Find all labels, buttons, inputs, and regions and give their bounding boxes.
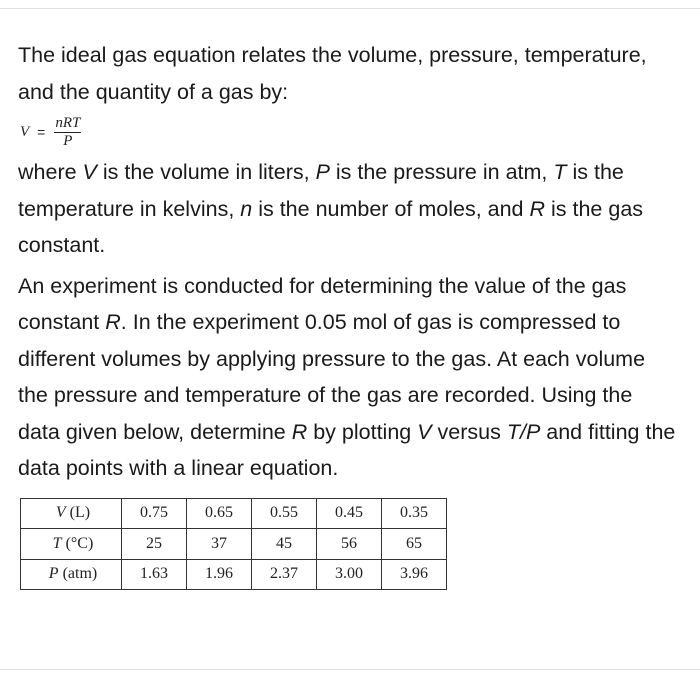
row-header <box>21 559 122 589</box>
text-run: is the gas constant. <box>18 196 644 257</box>
table-cell: 0.45 <box>317 498 382 528</box>
table-cell: 3.00 <box>317 559 382 589</box>
row-unit: (atm) <box>58 565 98 582</box>
formula-denominator: P <box>63 132 73 149</box>
question-body <box>18 37 678 590</box>
table-cell: 3.96 <box>382 559 447 589</box>
table-cell: 1.96 <box>187 559 252 589</box>
row-header <box>21 528 122 559</box>
formula-fraction <box>54 116 81 149</box>
variable-symbol: R <box>105 310 121 334</box>
text-run: An experiment is conducted for determining the value of the gas constant <box>18 273 627 334</box>
row-header <box>21 498 122 528</box>
table-row <box>21 498 447 528</box>
variable-symbol: T <box>553 160 567 184</box>
variable-symbol: V <box>417 419 432 444</box>
text-run: is the volume in liters, <box>96 160 316 184</box>
intro-paragraph: The ideal gas equation relates the volume, pressure, temperature, and the quantity of a gas by: <box>18 43 647 104</box>
table-cell: 1.63 <box>122 559 187 589</box>
variable-symbol: T/P <box>506 419 541 444</box>
table-cell: 0.35 <box>382 498 447 528</box>
table-cell: 0.65 <box>187 498 252 528</box>
variable-symbol: P <box>315 160 330 184</box>
text-run: is the number of moles, and <box>252 196 530 221</box>
top-divider <box>0 8 700 9</box>
row-unit: (L) <box>65 504 91 521</box>
table-row <box>21 559 447 589</box>
table-cell: 0.55 <box>252 498 317 528</box>
variable-symbol: V <box>82 160 97 184</box>
definitions-paragraph <box>18 154 678 264</box>
table-cell: 0.75 <box>122 498 187 528</box>
text-run: and fitting the data points with a linear equation. <box>18 419 676 480</box>
text-run: . In the experiment 0.05 mol of gas is compressed to different volumes by applying pressure to the gas. At each volume the pressure and temperature of the gas are recorded. Using the data given below, determine <box>18 310 646 444</box>
table-cell: 2.37 <box>252 559 317 589</box>
bottom-divider <box>0 669 700 670</box>
text-run: is the temperature in kelvins, <box>18 160 624 221</box>
experiment-paragraph <box>18 268 678 487</box>
text-run: by plotting <box>307 419 418 444</box>
table-cell: 56 <box>317 528 382 559</box>
formula-lhs: V <box>20 123 30 140</box>
row-variable: V <box>55 504 66 521</box>
formula-numerator: nRT <box>55 114 81 131</box>
row-variable: T <box>52 534 62 552</box>
text-run: is the pressure in atm, <box>329 160 554 184</box>
row-unit: (°C) <box>61 534 94 552</box>
row-variable: P <box>48 565 59 582</box>
formula-equals: = <box>37 124 46 140</box>
table-row <box>21 528 447 559</box>
table-cell: 65 <box>382 528 447 559</box>
text-run: where <box>18 160 83 184</box>
table-cell: 25 <box>122 528 187 559</box>
variable-symbol: n <box>240 196 253 221</box>
variable-symbol: R <box>529 196 546 221</box>
variable-symbol: R <box>291 419 308 444</box>
ideal-gas-formula <box>20 110 678 154</box>
data-table <box>20 498 447 590</box>
table-cell: 37 <box>187 528 252 559</box>
text-run: versus <box>431 419 507 444</box>
table-cell: 45 <box>252 528 317 559</box>
